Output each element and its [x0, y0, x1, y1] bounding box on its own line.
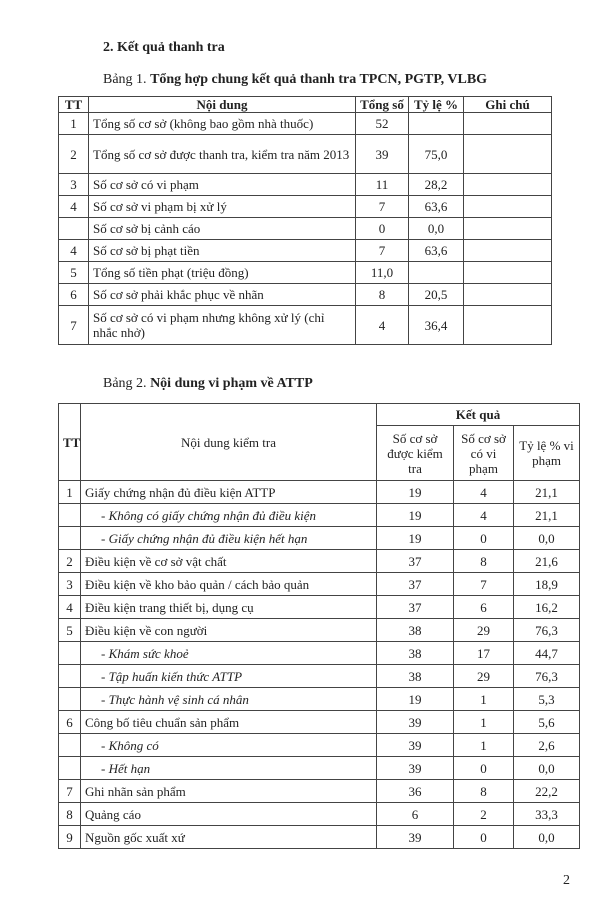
- table-row: [59, 481, 580, 504]
- table-row: [59, 196, 552, 218]
- table-row: [59, 550, 580, 573]
- t2-cell-violated: 1: [454, 734, 514, 757]
- table-row: [59, 803, 580, 826]
- t2-cell-checked: 19: [377, 688, 454, 711]
- t1-cell-content: Tổng số cơ sở được thanh tra, kiểm tra năm 2013: [89, 135, 356, 174]
- t2-cell-checked: 38: [377, 642, 454, 665]
- t2-cell-tt: [59, 757, 81, 780]
- t1-cell-tt: 4: [59, 196, 89, 218]
- t1-cell-pct: 20,5: [409, 284, 464, 306]
- t1-cell-content: Tổng số tiền phạt (triệu đồng): [89, 262, 356, 284]
- t2-cell-pct: 0,0: [514, 826, 580, 849]
- table-row: [59, 284, 552, 306]
- t2-cell-content: Quảng cáo: [81, 803, 377, 826]
- t2-cell-pct: 33,3: [514, 803, 580, 826]
- table-row: [59, 113, 552, 135]
- t2-cell-pct: 0,0: [514, 757, 580, 780]
- t2-cell-checked: 38: [377, 619, 454, 642]
- t2-cell-violated: 4: [454, 504, 514, 527]
- t1-cell-total: 11: [356, 174, 409, 196]
- t1-cell-total: 39: [356, 135, 409, 174]
- table2-caption-title: Nội dung vi phạm về ATTP: [150, 376, 313, 391]
- table1-caption: [103, 72, 487, 88]
- t2-cell-content: - Giấy chứng nhận đủ điều kiện hết hạn: [81, 527, 377, 550]
- t2-cell-violated: 6: [454, 596, 514, 619]
- t2-header-tt: TT: [59, 404, 81, 481]
- t1-cell-note: [464, 135, 552, 174]
- t2-cell-tt: 3: [59, 573, 81, 596]
- t2-cell-checked: 39: [377, 711, 454, 734]
- t2-cell-violated: 1: [454, 688, 514, 711]
- t2-cell-content: Điều kiện về con người: [81, 619, 377, 642]
- t1-cell-tt: [59, 218, 89, 240]
- t1-cell-content: Số cơ sở phải khắc phục về nhãn: [89, 284, 356, 306]
- t1-cell-content: Số cơ sở bị cảnh cáo: [89, 218, 356, 240]
- t2-cell-violated: 8: [454, 780, 514, 803]
- t2-cell-pct: 2,6: [514, 734, 580, 757]
- t1-header-content: Nội dung: [89, 97, 356, 113]
- table-row: [59, 573, 580, 596]
- t2-cell-tt: 4: [59, 596, 81, 619]
- t2-cell-violated: 0: [454, 757, 514, 780]
- t2-cell-content: Giấy chứng nhận đủ điều kiện ATTP: [81, 481, 377, 504]
- table1-caption-prefix: Bảng 1.: [103, 72, 151, 87]
- t1-cell-pct: [409, 262, 464, 284]
- t2-cell-pct: 5,6: [514, 711, 580, 734]
- t2-cell-pct: 16,2: [514, 596, 580, 619]
- t2-cell-tt: [59, 665, 81, 688]
- t1-cell-pct: [409, 113, 464, 135]
- t1-cell-tt: 4: [59, 240, 89, 262]
- t2-cell-checked: 39: [377, 757, 454, 780]
- t2-cell-pct: 76,3: [514, 665, 580, 688]
- table-row: [59, 174, 552, 196]
- t2-cell-tt: [59, 642, 81, 665]
- t1-cell-tt: 5: [59, 262, 89, 284]
- t2-cell-pct: 18,9: [514, 573, 580, 596]
- t2-cell-checked: 37: [377, 550, 454, 573]
- t1-cell-note: [464, 240, 552, 262]
- t2-cell-tt: [59, 504, 81, 527]
- t2-header-result: Kết quả: [377, 404, 580, 426]
- t1-cell-total: 7: [356, 240, 409, 262]
- t2-cell-violated: 17: [454, 642, 514, 665]
- table-row: [59, 780, 580, 803]
- t1-cell-tt: 2: [59, 135, 89, 174]
- table2-caption: [103, 376, 313, 392]
- t2-cell-content: Điều kiện về cơ sở vật chất: [81, 550, 377, 573]
- t2-cell-violated: 0: [454, 826, 514, 849]
- t2-cell-checked: 39: [377, 826, 454, 849]
- t2-cell-violated: 7: [454, 573, 514, 596]
- t1-cell-note: [464, 306, 552, 345]
- t2-cell-pct: 5,3: [514, 688, 580, 711]
- table-row: [59, 262, 552, 284]
- t2-cell-content: - Tập huấn kiến thức ATTP: [81, 665, 377, 688]
- t1-header-total: Tổng số: [356, 97, 409, 113]
- t2-cell-content: - Không có giấy chứng nhận đủ điều kiện: [81, 504, 377, 527]
- table-row: [59, 711, 580, 734]
- table1-caption-title: Tổng hợp chung kết quả thanh tra TPCN, PGTP, VLBG: [150, 72, 488, 87]
- table-row: [59, 688, 580, 711]
- table-row: [59, 596, 580, 619]
- t2-cell-content: - Hết hạn: [81, 757, 377, 780]
- t2-cell-checked: 37: [377, 596, 454, 619]
- t2-cell-content: - Thực hành vệ sinh cá nhân: [81, 688, 377, 711]
- section-heading: 2. Kết quả thanh tra: [103, 40, 225, 55]
- t1-header-tt: TT: [59, 97, 89, 113]
- t2-cell-checked: 19: [377, 504, 454, 527]
- t2-header-pct: Tỷ lệ % vi phạm: [514, 426, 580, 481]
- t1-cell-note: [464, 174, 552, 196]
- t2-cell-pct: 0,0: [514, 527, 580, 550]
- t1-cell-content: Tổng số cơ sở (không bao gồm nhà thuốc): [89, 113, 356, 135]
- t1-cell-note: [464, 113, 552, 135]
- t2-cell-tt: 6: [59, 711, 81, 734]
- t1-cell-total: 52: [356, 113, 409, 135]
- t2-cell-violated: 29: [454, 665, 514, 688]
- table-row: [59, 135, 552, 174]
- table-row: [59, 504, 580, 527]
- t1-cell-note: [464, 196, 552, 218]
- t1-cell-pct: 36,4: [409, 306, 464, 345]
- table-row: [59, 642, 580, 665]
- t2-cell-tt: 5: [59, 619, 81, 642]
- table-row: [59, 619, 580, 642]
- t2-cell-tt: [59, 734, 81, 757]
- summary-table: [58, 96, 552, 345]
- table-row: [59, 240, 552, 262]
- t2-cell-pct: 21,1: [514, 481, 580, 504]
- table-row: [59, 527, 580, 550]
- t2-cell-pct: 22,2: [514, 780, 580, 803]
- t2-cell-tt: 9: [59, 826, 81, 849]
- t2-cell-violated: 29: [454, 619, 514, 642]
- t1-cell-tt: 6: [59, 284, 89, 306]
- t2-cell-checked: 36: [377, 780, 454, 803]
- t2-cell-content: Điều kiện trang thiết bị, dụng cụ: [81, 596, 377, 619]
- table-row: [59, 757, 580, 780]
- t2-cell-violated: 1: [454, 711, 514, 734]
- t1-header-pct: Tỷ lệ %: [409, 97, 464, 113]
- page-number: 2: [563, 873, 570, 888]
- t1-cell-total: 8: [356, 284, 409, 306]
- table-row: [59, 306, 552, 345]
- t2-cell-tt: 2: [59, 550, 81, 573]
- t1-cell-pct: 0,0: [409, 218, 464, 240]
- table-row: [59, 218, 552, 240]
- t2-cell-checked: 19: [377, 527, 454, 550]
- t1-cell-note: [464, 284, 552, 306]
- t1-cell-content: Số cơ sở vi phạm bị xử lý: [89, 196, 356, 218]
- table2-caption-prefix: Bảng 2.: [103, 376, 151, 391]
- t2-cell-content: Điều kiện về kho bảo quản / cách bảo quản: [81, 573, 377, 596]
- t2-cell-content: - Khám sức khoẻ: [81, 642, 377, 665]
- t2-body: [59, 481, 580, 849]
- t1-cell-content: Số cơ sở có vi phạm nhưng không xử lý (chỉ nhắc nhở): [89, 306, 356, 345]
- t2-cell-content: - Không có: [81, 734, 377, 757]
- t2-cell-checked: 6: [377, 803, 454, 826]
- t2-cell-violated: 4: [454, 481, 514, 504]
- t2-cell-tt: [59, 688, 81, 711]
- t2-cell-checked: 39: [377, 734, 454, 757]
- t1-header-note: Ghi chú: [464, 97, 552, 113]
- t2-cell-pct: 76,3: [514, 619, 580, 642]
- t1-cell-tt: 3: [59, 174, 89, 196]
- t1-cell-pct: 75,0: [409, 135, 464, 174]
- t2-header-violated: Số cơ sở có vi phạm: [454, 426, 514, 481]
- t2-cell-content: Công bố tiêu chuẩn sản phẩm: [81, 711, 377, 734]
- t1-cell-total: 0: [356, 218, 409, 240]
- t1-cell-content: Số cơ sở bị phạt tiền: [89, 240, 356, 262]
- t2-header-checked: Số cơ sở được kiểm tra: [377, 426, 454, 481]
- t2-cell-violated: 8: [454, 550, 514, 573]
- t2-cell-pct: 21,6: [514, 550, 580, 573]
- t2-cell-checked: 37: [377, 573, 454, 596]
- t2-cell-violated: 2: [454, 803, 514, 826]
- t2-cell-content: Ghi nhãn sản phẩm: [81, 780, 377, 803]
- t1-cell-pct: 63,6: [409, 196, 464, 218]
- t2-cell-pct: 44,7: [514, 642, 580, 665]
- t1-cell-total: 11,0: [356, 262, 409, 284]
- t1-cell-total: 7: [356, 196, 409, 218]
- t2-cell-tt: 8: [59, 803, 81, 826]
- t1-cell-note: [464, 218, 552, 240]
- t1-cell-pct: 28,2: [409, 174, 464, 196]
- t1-cell-note: [464, 262, 552, 284]
- t1-cell-tt: 1: [59, 113, 89, 135]
- t1-cell-tt: 7: [59, 306, 89, 345]
- violations-table: [58, 403, 580, 849]
- t2-cell-pct: 21,1: [514, 504, 580, 527]
- t1-cell-total: 4: [356, 306, 409, 345]
- t2-cell-content: Nguồn gốc xuất xứ: [81, 826, 377, 849]
- t1-body: [59, 113, 552, 345]
- t2-header-content: Nội dung kiểm tra: [81, 404, 377, 481]
- t2-cell-violated: 0: [454, 527, 514, 550]
- t2-cell-tt: 7: [59, 780, 81, 803]
- t1-cell-pct: 63,6: [409, 240, 464, 262]
- table-row: [59, 826, 580, 849]
- t2-cell-checked: 38: [377, 665, 454, 688]
- table-row: [59, 665, 580, 688]
- t2-cell-tt: 1: [59, 481, 81, 504]
- t2-cell-checked: 19: [377, 481, 454, 504]
- t1-cell-content: Số cơ sở có vi phạm: [89, 174, 356, 196]
- table-row: [59, 734, 580, 757]
- t2-cell-tt: [59, 527, 81, 550]
